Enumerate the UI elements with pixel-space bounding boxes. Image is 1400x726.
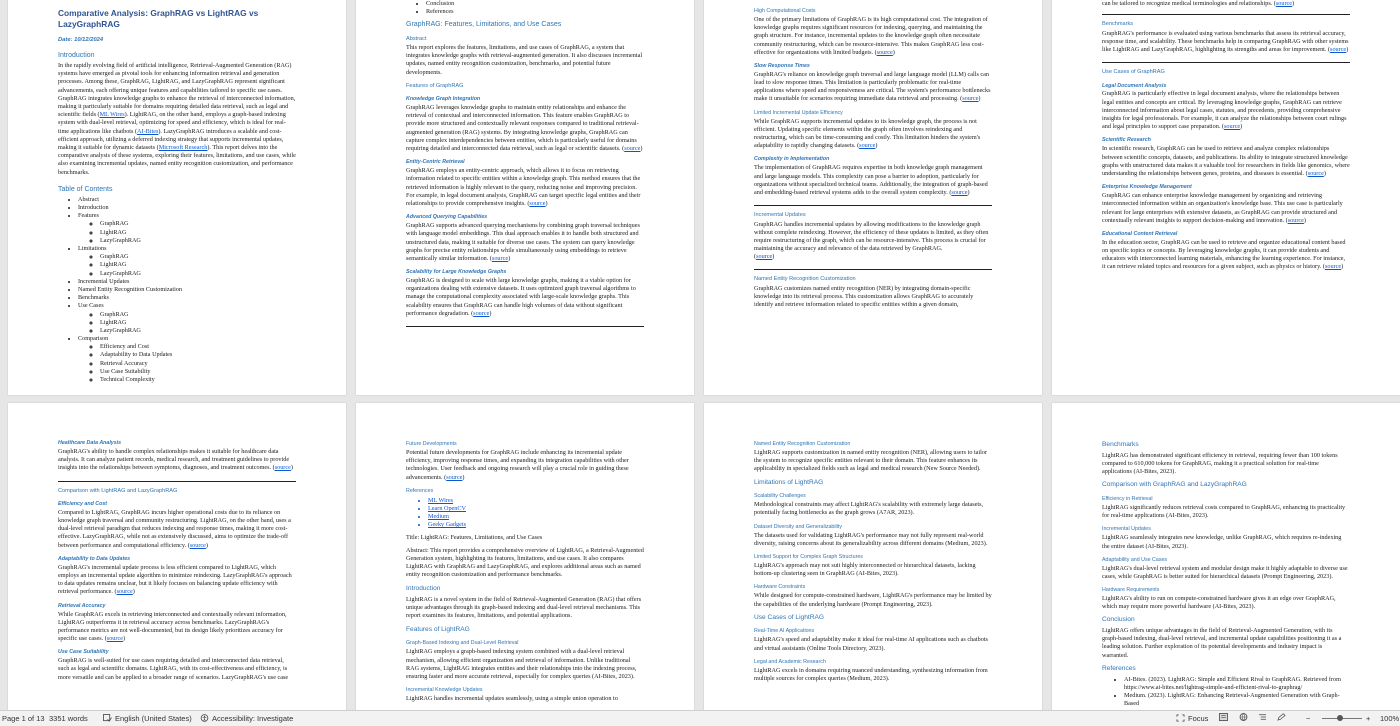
section-heading: Limited Support for Complex Graph Structures [754, 553, 863, 560]
toc-item[interactable]: • Features ◦ GraphRAG ◦ LightRAG ◦ LazyGraphRAG [78, 212, 296, 245]
section-paragraph: Compared to LightRAG, GraphRAG incurs higher operational costs due to its reliance on knowledge graph traversal and community restructuring. LightRAG, on the other hand, uses a dual-level retrieval paradigm that reduces indexing and response times, making it more cost-effective. LazyGraphRAG, while not as extensively discussed, aims to optimize the trade-off between performance and computational efficiency. (source) [58, 508, 291, 549]
section-paragraph: While GraphRAG supports incremental updates to its knowledge graph, the process is not efficient. Updating specific elements within the graph often involves reindexing and restructuring, which can be time-consuming and costly. This limitation hinders the system's adaptability to rapidly changing datasets. (source) [754, 117, 981, 150]
section-paragraph: GraphRAG's reliance on knowledge graph traversal and large language model (LLM) calls can lead to slow response times. This limitation is particularly problematic for real-time applications where speed and responsiveness are critical. The system's performance bottlenecks make it unsuitable for scenarios requiring immediate data retrieval and processing. (source) [754, 70, 991, 103]
comparison-heading: Comparison with LightRAG and LazyGraphRAG [58, 487, 178, 494]
future-heading: Future Developments [406, 441, 457, 447]
section-paragraph: LightRAG's speed and adaptability make it ideal for real-time AI applications such as chatbots and virtual assistants (Online Tools Directory, 2023). [754, 636, 988, 652]
focus-icon [1176, 714, 1185, 722]
section-heading: Enterprise Knowledge Management [1102, 184, 1192, 191]
incremental-heading: Incremental Updates [754, 212, 806, 219]
section-heading: Scientific Research [1102, 137, 1151, 144]
toc-subitem[interactable]: ◦ LazyGraphRAG [100, 270, 296, 278]
zoom-out-button[interactable]: − [1306, 714, 1311, 723]
draft-view-button[interactable] [1277, 713, 1289, 722]
print-layout-button[interactable] [1219, 713, 1231, 722]
toc-item[interactable]: • Use Cases ◦ GraphRAG ◦ LightRAG ◦ LazyGraphRAG [78, 302, 296, 335]
lightrag-intro-paragraph: LightRAG is a novel system in the field of Retrieval-Augmented Generation (RAG) that offers unique advantages through its graph-based indexing and dual-level retrieval mechanisms. This report examines its features, limitations, and potential applications. [406, 596, 642, 620]
section-heading: Adaptability and Use Cases [1102, 556, 1168, 563]
page-4-content [1102, 0, 1350, 274]
web-layout-button[interactable] [1239, 713, 1251, 722]
source-link[interactable]: source [1324, 263, 1342, 271]
section-heading: Adaptability to Data Updates [58, 555, 131, 562]
toc-subitem[interactable]: ◦ Efficiency and Cost [100, 343, 296, 351]
section-paragraph: LightRAG excels in domains requiring nuanced understanding, synthesizing information from multiple sources for complex queries (Medium, 2023). [754, 666, 988, 682]
section-divider [406, 326, 644, 327]
section-heading: Hardware Requirements [1102, 587, 1160, 594]
section-paragraph: While GraphRAG excels in retrieving interconnected and contextually relevant information, LightRAG outperforms it in retrieval accuracy across benchmarks. LazyGraphRAG's performance metrics are not well-documented, but its design likely prioritizes accuracy for specific use cases. (source) [58, 610, 287, 643]
section-paragraph: GraphRAG supports advanced querying mechanisms by combining graph traversal techniques with language model embeddings. This dual approach enables it to handle both structured and unstructured data, making it suitable for diverse use cases. The system can query knowledge graphs for precise entity relationships while simultaneously using embeddings to retrieve semantically similar information. (source) [406, 222, 640, 262]
focus-mode-button[interactable]: Focus [1176, 714, 1208, 723]
toc-subitem[interactable]: ◦ GraphRAG [100, 220, 296, 228]
toc-item[interactable]: • References [426, 8, 644, 16]
document-date: Date: 10/12/2024 [58, 37, 104, 44]
toc-item[interactable]: • Introduction [78, 204, 296, 212]
section-heading: Entity-Centric Retrieval [406, 159, 465, 166]
lightrag-abstract: Abstract: This report provides a comprehensive overview of LightRAG, a Retrieval-Augmented Generation system, highlighting its features, limitations, and use cases. It also compares LightRAG with GraphRAG and LazyGraphRAG, and explores additional areas such as named entity recognition customization and performance benchmarks. [406, 546, 644, 579]
link-ml-wires[interactable]: ML Wires [99, 111, 125, 119]
zoom-slider-handle[interactable] [1337, 715, 1343, 721]
page-4[interactable] [1052, 0, 1400, 395]
section-heading: Dataset Diversity and Generalizability [754, 523, 843, 530]
source-link[interactable]: source [859, 142, 876, 150]
section-paragraph: While designed for compute-constrained hardware, LightRAG's performance may be limited by the capabilities of the underlying hardware (Prompt Engineering, 2023). [754, 592, 992, 608]
page-1[interactable] [8, 0, 346, 395]
section-paragraph: GraphRAG can enhance enterprise knowledge management by organizing and retrieving interconnected information within an organization's knowledge base. This use case is particularly relevant for large enterprises with extensive datasets, as GraphRAG can provide structured and contextually relevant insights to support decision-making and innovation. (source) [1102, 192, 1343, 224]
toc-item[interactable]: • Abstract [78, 196, 296, 204]
lightrag-title-line: Title: LightRAG: Features, Limitations, and Use Cases [406, 534, 543, 542]
usecases-heading: Use Cases of GraphRAG [1102, 69, 1165, 76]
toc-subitem[interactable]: ◦ LightRAG [100, 229, 296, 237]
source-link[interactable]: source [274, 464, 291, 472]
source-link[interactable]: source [491, 254, 509, 262]
section-paragraph: GraphRAG leverages knowledge graphs to maintain entity relationships and enhance the retrieval of contextual and interconnected information. This feature enables GraphRAG to provide more structured and contextually relevant responses compared to traditional retrieval-augmented generation (RAG) systems. By integrating knowledge graphs, GraphRAG can capture complex interdependencies between entities, which is particularly useful for domains requiring detailed and interconnected data retrieval, such as legal or scientific datasets. (source) [406, 104, 643, 153]
toc-continuation [406, 0, 644, 16]
source-link[interactable]: source [756, 253, 773, 261]
section-heading: Complexity in Implementation [754, 156, 830, 163]
section-heading: Educational Content Retrieval [1102, 230, 1178, 237]
page-1-content [58, 8, 296, 384]
section-heading: Legal Document Analysis [1102, 82, 1167, 89]
page-2[interactable] [356, 0, 694, 395]
section-divider [1102, 14, 1350, 15]
section-divider [1102, 62, 1350, 63]
section-paragraph: One of the primary limitations of GraphRAG is its high computational cost. The integration of knowledge graphs requires significant resources for indexing, querying, and maintaining the graph structure. For instance, incremental updates to the knowledge graph often necessitate community restructuring, which can be resource-intensive. This makes GraphRAG less cost-effective for organizations with limited budgets. (source) [754, 15, 988, 56]
toc-subitem[interactable]: ◦ Retrieval Accuracy [100, 360, 296, 368]
section-heading: Advanced Querying Capabilities [406, 214, 488, 221]
section-paragraph: In the education sector, GraphRAG can be used to retrieve and organize educational content based on specific topics or concepts. By leveraging knowledge graphs, it can provide students and educators with interconnected learning materials, enhancing the learning experience. For instance, it can retrieve related topics and resources for a given subject, such as physics or history. (source) [1102, 238, 1346, 271]
comparison-heading: Comparison with GraphRAG and LazyGraphRAG [1102, 481, 1247, 489]
section-heading: Scalability for Large Knowledge Graphs [406, 269, 507, 276]
page-5[interactable] [8, 403, 346, 710]
page-2-content [406, 0, 644, 333]
link-ai-bites[interactable]: AI-Bites [137, 127, 159, 135]
section-paragraph: LightRAG employs a graph-based indexing system combined with a dual-level retrieval mechanism, allowing efficient organization and retrieval of information. Unlike traditional RAG systems, LightRAG integrates entities and their relationships into the indexing process, ensuring faster and more accurate retrieval, especially for complex queries (AI-Bites, 2023). [406, 648, 637, 680]
page-8-content [1102, 441, 1350, 710]
section-heading: Real-Time AI Applications [754, 628, 815, 635]
section-divider [754, 205, 992, 206]
benchmarks-paragraph: GraphRAG's performance is evaluated using various benchmarks that assess its retrieval accuracy, response time, and scalability. These benchmarks help in comparing GraphRAG with other systems like LightRAG and LazyGraphRAG, highlighting its strengths and areas for improvement. (source) [1102, 29, 1349, 53]
toc-item[interactable]: • Benchmarks [78, 294, 296, 302]
toc-item[interactable]: • Incremental Updates [78, 278, 296, 286]
source-link[interactable]: source [951, 188, 968, 196]
source-link[interactable]: source [189, 541, 206, 549]
section-paragraph: In scientific research, GraphRAG can be used to retrieve and analyze complex relationships between scientific concepts, datasets, and publications. Its ability to integrate structured knowledge graphs with unstructured data makes it a valuable tool for researchers in fields like genomics, where understanding the relationships between genes, proteins, and diseases is essential. (source) [1102, 145, 1350, 177]
section-heading: Incremental Updates [1102, 526, 1151, 533]
incremental-paragraph: GraphRAG handles incremental updates by allowing modifications to the knowledge graph without complete reindexing. However, the efficiency of these updates is limited, as they often require restructuring of the graph, which can be resource-intensive. This process is crucial for maintaining the accuracy and relevance of the data retrieved by GraphRAG. (source) [754, 220, 989, 261]
toc-item[interactable]: • Comparison ◦ Efficiency and Cost ◦ Adaptability to Data Updates ◦ Retrieval Accuracy ◦ Use Case Suitability ◦ Technical Complexity [78, 335, 296, 384]
section-paragraph: The implementation of GraphRAG requires expertise in both knowledge graph management and large language models. This complexity can pose a barrier to adoption, particularly for organizations without specialized technical teams. Additionally, the integration of graph-based and embedding-based retrieval systems adds to the overall system complexity. (source) [754, 164, 988, 196]
page-6-content [406, 441, 644, 705]
page-6[interactable] [356, 403, 694, 710]
toc-subitem[interactable]: ◦ Technical Complexity [100, 376, 296, 384]
section-paragraph: Methodological constraints may affect LightRAG's scalability with extremely large datasets, potentially facing bottlenecks as the graph grows (A7AR, 2023). [754, 501, 984, 517]
page-3[interactable] [704, 0, 1042, 395]
toc-subitem[interactable]: ◦ LightRAG [100, 261, 296, 269]
abstract-paragraph: This report explores the features, limitations, and use cases of GraphRAG, a system that integrates knowledge graphs with retrieval-augmented generation. It also discusses incremental updates, named entity recognition customization, benchmarks, and potential future developments. [406, 43, 643, 76]
section-paragraph: LightRAG handles incremental updates seamlessly, using a simple union operation to [406, 695, 618, 703]
section-paragraph: The datasets used for validating LightRAG's performance may not fully represent real-world diversity, raising concerns about its generalizability across different domains (Medium, 2023). [754, 531, 988, 547]
continuation-paragraph: can be tailored to recognize medical terminologies and relationships. (source) [1102, 0, 1295, 7]
proofing-icon [103, 714, 112, 722]
page-8[interactable] [1052, 403, 1400, 710]
section-heading: Retrieval Accuracy [58, 602, 106, 609]
document-title: Comparative Analysis: GraphRAG vs LightRAG vs LazyGraphRAG [58, 8, 259, 30]
ner-paragraph: GraphRAG customizes named entity recognition (NER) by integrating domain-specific knowledge into its retrieval process. This customization allows GraphRAG to accurately identify and retrieve information related to specific entities within a given domain, [754, 284, 974, 309]
benchmarks-heading: Benchmarks [1102, 21, 1134, 28]
ner-heading: Named Entity Recognition Customization [754, 276, 856, 283]
section-paragraph: LightRAG seamlessly integrates new knowledge, unlike GraphRAG, which requires re-indexing the entire dataset (AI-Bites, 2023). [1102, 534, 1342, 550]
zoom-level[interactable]: 100% [1380, 714, 1400, 723]
benchmarks-heading: Benchmarks [1102, 441, 1139, 448]
accessibility-icon [200, 714, 209, 722]
source-link[interactable]: source [1307, 169, 1324, 177]
reference-link[interactable]: • Geeky Gadgets [428, 521, 644, 529]
benchmarks-paragraph: LightRAG has demonstrated significant efficiency in retrieval, requiring fewer than 100 tokens compared to 610,000 tokens for GraphRAG, making it a practical solution for real-time applications (AI-Bites, 2023). [1102, 451, 1338, 476]
table-of-contents [58, 196, 296, 384]
ner-paragraph: LightRAG supports customization in named entity recognition (NER), allowing users to tailor the system to recognize specific entities relevant to their domain. This feature enhances its applicability in specialized fields such as legal and medical research (New Source Needed). [754, 448, 988, 473]
references-heading: References [406, 487, 434, 494]
zoom-in-button[interactable]: + [1366, 714, 1371, 723]
section-paragraph: GraphRAG employs an entity-centric approach, which allows it to focus on retrieving information related to specific entities within a knowledge graph. This method ensures that the retrieved information is highly relevant to the query, reducing noise and improving precision. For example, in legal document analysis, GraphRAG can target specific legal entities and their relationships to provide comprehensive insights. (source) [406, 167, 641, 207]
status-bar [0, 710, 1400, 726]
page-count[interactable]: Page 1 of 13 [2, 714, 45, 723]
section-paragraph: LightRAG significantly reduces retrieval costs compared to GraphRAG, enhancing its practicality for real-time applications (AI-Bites, 2023). [1102, 503, 1346, 520]
source-link[interactable]: source [1287, 216, 1304, 224]
link-microsoft-research[interactable]: Microsoft Research [158, 143, 208, 151]
references-list [406, 497, 644, 530]
source-link[interactable]: source [876, 48, 893, 56]
ner-heading: Named Entity Recognition Customization [754, 441, 851, 447]
section-heading: Healthcare Data Analysis [58, 440, 122, 446]
section-paragraph: LightRAG's dual-level retrieval system and modular design make it highly adaptable to diverse use cases, while GraphRAG is better suited for hierarchical datasets (Prompt Engineering, 2023). [1102, 564, 1348, 580]
page-7[interactable] [704, 403, 1042, 710]
toc-subitem[interactable]: ◦ Adaptability to Data Updates [100, 351, 296, 359]
section-paragraph: GraphRAG is designed to scale with large knowledge graphs, making it a viable option for organizations dealing with extensive datasets. It uses optimized graph traversal algorithms to manage the computational complexity associated with large-scale knowledge graphs. This scalability ensures that GraphRAG can handle high volumes of data without significant performance degradation. (source) [406, 277, 636, 317]
section-heading: Limited Incremental Update Efficiency [754, 109, 843, 116]
abstract-heading: Abstract [406, 35, 427, 42]
language-indicator[interactable]: English (United States) [103, 714, 192, 723]
source-link[interactable]: source [1224, 123, 1241, 131]
section-paragraph: LightRAG's ability to run on compute-constrained hardware gives it an edge over GraphRAG, which may require more powerful hardware (AI-Bites, 2023). [1102, 595, 1336, 611]
source-link[interactable]: source [473, 309, 490, 317]
source-link[interactable]: source [1275, 0, 1293, 7]
use-cases-heading: Use Cases of LightRAG [754, 613, 824, 621]
toc-subitem[interactable]: ◦ GraphRAG [100, 311, 296, 319]
draft-pencil-icon [1277, 713, 1286, 721]
source-link[interactable]: source [446, 473, 463, 481]
section-heading: Graph-Based Indexing and Dual-Level Retrieval [406, 640, 519, 647]
intro-paragraph: In the rapidly evolving field of artificial intelligence, Retrieval-Augmented Generation (RAG) systems have emerged as pivotal tools for enhancing information retrieval and generation processes. Among these, GraphRAG, LightRAG, and LazyGraphRAG represent significant advancements, each offering unique features and capabilities tailored to specific use cases. GraphRAG integrates knowledge graphs to enhance the retrieval of interconnected information, making it particularly suitable for domains requiring detailed data retrieval, such as legal and scientific fields (ML Wires). LightRAG, on the other hand, employs a graph-based indexing system with dual-level retrieval, optimizing for speed and efficiency, which is ideal for real-time applications like chatbots (AI-Bites). LazyGraphRAG introduces a scalable and cost-efficient approach, utilizing a deferred indexing strategy that supports incremental updates, making it suitable for dynamic datasets (Microsoft Research). This report delves into the comparative analysis of these systems, exploring their features, limitations, and use cases, while also examining incremental updates, named entity recognition customization, and performance benchmarks. [58, 62, 296, 176]
toc-subitem[interactable]: ◦ LazyGraphRAG [100, 237, 296, 245]
toc-subitem[interactable]: ◦ LazyGraphRAG [100, 327, 296, 335]
toc-subitem[interactable]: ◦ LightRAG [100, 319, 296, 327]
section-heading: Scalability Challenges [754, 493, 806, 500]
page-7-content [754, 441, 992, 685]
section-heading: Hardware Constraints [754, 584, 806, 591]
web-layout-icon [1239, 713, 1248, 721]
page-3-content [754, 8, 992, 311]
reference-item[interactable]: • Medium. (2023). LightRAG: Enhancing Retrieval-Augmented Generation with Graph-Based [1124, 692, 1350, 708]
references-heading: References [1102, 664, 1136, 672]
section-heading: Efficiency and Cost [58, 500, 108, 507]
toc-item[interactable]: • Conclusion [426, 0, 644, 8]
print-layout-icon [1219, 713, 1228, 721]
section-heading: Efficiency in Retrieval [1102, 495, 1153, 502]
outline-view-button[interactable] [1258, 713, 1270, 722]
source-link[interactable]: source [624, 145, 641, 153]
future-paragraph: Potential future developments for GraphRAG include enhancing its incremental update efficiency, improving response times, and expanding its integration capabilities with other technologies. User feedback and ongoing research will play a crucial role in guiding these advancements. (source) [406, 448, 629, 481]
section-heading: Knowledge Graph Integration [406, 96, 481, 103]
toc-item[interactable]: • Named Entity Recognition Customization [78, 286, 296, 294]
section-heading: High Computational Costs [754, 8, 816, 14]
section-paragraph: GraphRAG is particularly effective in legal document analysis, where the relationships between legal entities and concepts are critical. By leveraging knowledge graphs, GraphRAG can retrieve interconnected information about legal cases, statutes, and precedents, providing comprehensive insights for legal professionals. For example, it can analyze the relationships between court rulings and legal principles to support case preparation. (source) [1102, 90, 1347, 131]
section-heading: Slow Response Times [754, 62, 810, 69]
toc-subitem[interactable]: ◦ Use Case Suitability [100, 368, 296, 376]
accessibility-indicator[interactable]: Accessibility: Investigate [200, 714, 293, 723]
section-paragraph: GraphRAG's ability to handle complex relationships makes it suitable for healthcare data analysis. It can analyze patient records, medical research, and treatment guidelines to provide insights into the relationships between symptoms, diagnoses, and treatment outcomes. (source) [58, 447, 293, 472]
limitations-heading: Limitations of LightRAG [754, 478, 824, 486]
source-link[interactable]: source [962, 95, 979, 103]
intro-heading: Introduction [58, 51, 95, 59]
section-heading: Legal and Academic Research [754, 658, 826, 665]
source-link[interactable]: source [529, 199, 546, 207]
section-divider [754, 269, 992, 270]
section-paragraph: LightRAG's approach may not suit highly interconnected or hierarchical datasets, lacking bottom-up clustering seen in GraphRAG (AI-Bites, 2023). [754, 561, 976, 578]
toc-item[interactable]: • Limitations ◦ GraphRAG ◦ LightRAG ◦ LazyGraphRAG [78, 245, 296, 278]
references-list [1102, 676, 1350, 709]
conclusion-paragraph: LightRAG offers unique advantages in the field of Retrieval-Augmented Generation, with its graph-based indexing, dual-level retrieval, and incremental update capabilities positioning it as a leading solution. Further exploration of its potential developments and industry impact is warranted. [1102, 627, 1342, 659]
section-paragraph: GraphRAG's incremental update process is less efficient compared to LightRAG, which employs an incremental update algorithm to minimize reindexing. LazyGraphRAG's approach to data updates remains unclear, but it likely focuses on balancing update efficiency with retrieval performance. (source) [58, 563, 292, 596]
source-link[interactable]: source [1330, 45, 1347, 53]
section-heading: Use Case Suitability [58, 649, 109, 656]
section-paragraph: GraphRAG is well-suited for use cases requiring detailed and interconnected data retrieval, such as legal and scientific domains. LightRAG, with its cost-effectiveness and efficiency, is more versatile and can be applied to a broader range of scenarios. LazyGraphRAG's use case [58, 657, 289, 681]
section-heading: Incremental Knowledge Updates [406, 687, 483, 694]
graphrag-report-heading: GraphRAG: Features, Limitations, and Use Cases [406, 21, 562, 29]
toc-subitem[interactable]: ◦ GraphRAG [100, 253, 296, 261]
toc-heading: Table of Contents [58, 185, 113, 193]
source-link[interactable]: source [116, 588, 133, 596]
reference-item[interactable]: • AI-Bites. (2023). LightRAG: Simple and Efficient Rival to GraphRAG. Retrieved from https://www.ai-bites.net/lightrag-simple-and-efficient-rival-to-graphrag/ [1124, 676, 1350, 692]
word-count[interactable]: 3351 words [49, 714, 88, 723]
lightrag-features-heading: Features of LightRAG [406, 625, 470, 633]
section-divider [58, 481, 296, 482]
lightrag-intro-heading: Introduction [406, 585, 441, 593]
page-5-content [58, 440, 296, 684]
features-heading: Features of GraphRAG [406, 82, 464, 89]
outline-icon [1258, 713, 1267, 721]
reference-link[interactable]: • ML Wires [428, 497, 644, 505]
conclusion-heading: Conclusion [1102, 616, 1135, 624]
reference-link[interactable]: • Learn OpenCV [428, 505, 644, 513]
reference-link[interactable]: • Medium [428, 513, 644, 521]
source-link[interactable]: source [106, 635, 123, 643]
